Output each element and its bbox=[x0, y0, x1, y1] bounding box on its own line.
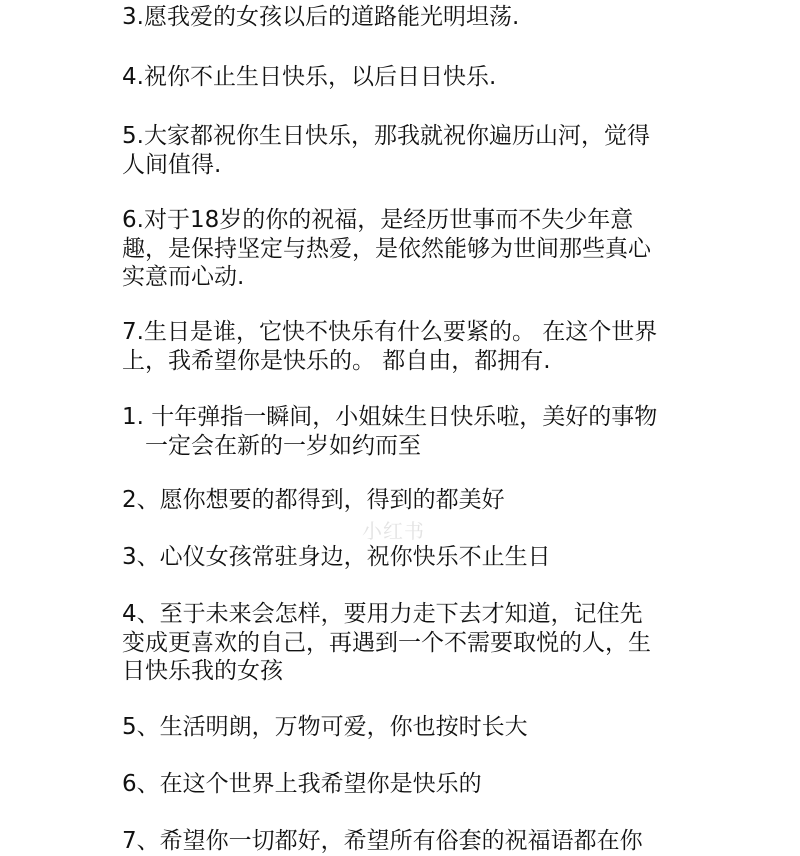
list-item-line: 6.对于18岁的你的祝福，是经历世事而不失少年意 bbox=[122, 207, 634, 233]
list-item-line: 2、愿你想要的都得到，得到的都美好 bbox=[122, 487, 505, 513]
list-item bbox=[122, 827, 643, 856]
list-item-line: 日快乐我的女孩 bbox=[122, 658, 283, 684]
list-item bbox=[122, 486, 505, 515]
list-item-line: 5、生活明朗，万物可爱，你也按时长大 bbox=[122, 714, 528, 740]
list-item-line: 上，我希望你是快乐的。 都自由，都拥有. bbox=[122, 347, 551, 374]
list-item-line: 趣，是保持坚定与热爱，是依然能够为世间那些真心 bbox=[122, 235, 651, 262]
list-item-line: 一定会在新的一岁如约而至 bbox=[145, 432, 421, 459]
list-item bbox=[122, 3, 519, 32]
list-item bbox=[122, 206, 651, 292]
list-item bbox=[122, 713, 528, 742]
list-item bbox=[122, 600, 651, 686]
list-item bbox=[122, 318, 657, 375]
list-item-line: 5.大家都祝你生日快乐，那我就祝你遍历山河，觉得 bbox=[122, 123, 650, 149]
list-item-line: 4.祝你不止生日快乐，以后日日快乐. bbox=[122, 64, 497, 90]
watermark-logo: 小红书 bbox=[362, 519, 425, 543]
list-item-line: 1. 十年弹指一瞬间，小姐妹生日快乐啦，美好的事物 bbox=[122, 404, 658, 430]
list-item bbox=[122, 63, 496, 92]
list-item-line: 4、至于未来会怎样，要用力走下去才知道，记住先 bbox=[122, 601, 643, 627]
list-item-line: 变成更喜欢的自己，再遇到一个不需要取悦的人，生 bbox=[122, 629, 651, 656]
list-item-line: 6、在这个世界上我希望你是快乐的 bbox=[122, 771, 482, 797]
list-item-line: 3、心仪女孩常驻身边，祝你快乐不止生日 bbox=[122, 544, 551, 570]
list-item-line: 3.愿我爱的女孩以后的道路能光明坦荡. bbox=[122, 4, 520, 30]
list-item-line: 人间值得. bbox=[122, 151, 222, 178]
list-item bbox=[122, 543, 551, 572]
list-item bbox=[122, 770, 482, 799]
list-item-line: 7.生日是谁，它快不快乐有什么要紧的。 在这个世界 bbox=[122, 319, 658, 345]
list-item bbox=[122, 122, 650, 179]
list-item-line: 实意而心动. bbox=[122, 264, 245, 290]
list-item bbox=[122, 403, 657, 460]
list-item-line: 7、希望你一切都好，希望所有俗套的祝福语都在你 bbox=[122, 828, 643, 854]
